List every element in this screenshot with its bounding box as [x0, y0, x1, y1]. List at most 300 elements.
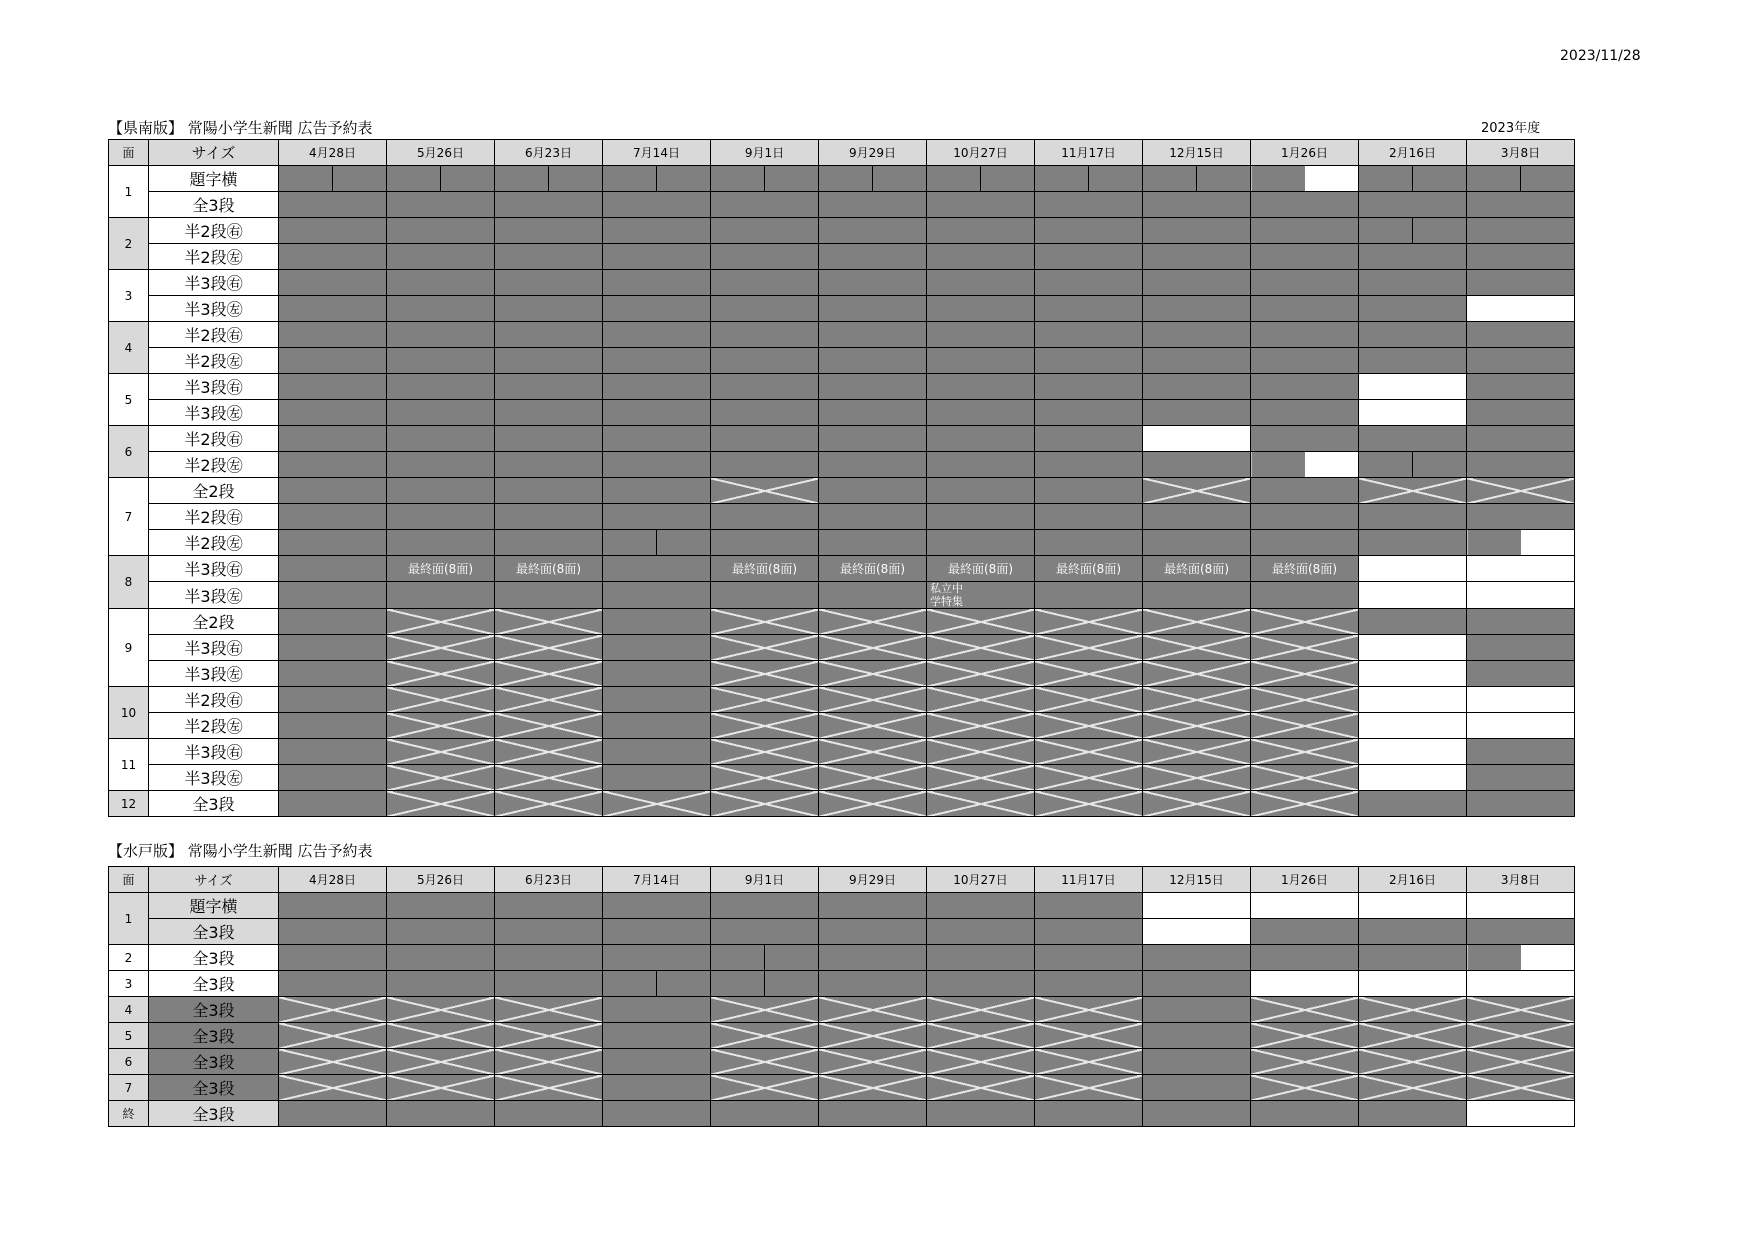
- slot-booked: [495, 374, 603, 400]
- slot-booked: [495, 971, 603, 997]
- slot-booked: [1467, 791, 1575, 817]
- page-number: 5: [109, 374, 149, 426]
- ad-size: 全3段: [149, 192, 279, 218]
- slot-booked: [279, 971, 387, 997]
- slot-unavailable: [495, 713, 603, 739]
- slot-booked: [711, 244, 819, 270]
- ad-size: 半2段㊧: [149, 713, 279, 739]
- slot-unavailable: [1251, 609, 1359, 635]
- slot-booked-split: [819, 166, 927, 192]
- slot-booked: [711, 374, 819, 400]
- slot-unavailable: [1251, 997, 1359, 1023]
- slot-unavailable: [711, 661, 819, 687]
- page-number: 6: [109, 426, 149, 478]
- slot-booked: [1467, 192, 1575, 218]
- slot-unavailable: [1251, 1075, 1359, 1101]
- slot-booked: [819, 452, 927, 478]
- page-number: 8: [109, 556, 149, 609]
- slot-booked: [603, 1075, 711, 1101]
- slot-booked: [1359, 244, 1467, 270]
- slot-booked: [603, 739, 711, 765]
- slot-booked: [1467, 218, 1575, 244]
- schedule-row: [109, 971, 1575, 997]
- slot-unavailable: [927, 739, 1035, 765]
- slot-unavailable: [1359, 1075, 1467, 1101]
- header-date: 5月26日: [387, 140, 495, 166]
- ad-size: 全2段: [149, 609, 279, 635]
- slot-booked: [1251, 296, 1359, 322]
- slot-booked: [1359, 426, 1467, 452]
- slot-booked: [1143, 1049, 1251, 1075]
- slot-booked: [387, 218, 495, 244]
- schedule-row: [109, 166, 1575, 192]
- slot-booked: [279, 374, 387, 400]
- slot-unavailable: [711, 765, 819, 791]
- page-number: 1: [109, 893, 149, 945]
- slot-booked: [819, 478, 927, 504]
- slot-available: [1359, 400, 1467, 426]
- slot-available: [1467, 713, 1575, 739]
- slot-booked: [711, 582, 819, 609]
- slot-unavailable: [711, 1023, 819, 1049]
- slot-booked: [1359, 322, 1467, 348]
- slot-booked: [927, 374, 1035, 400]
- slot-note-last-page: 最終面(8面): [711, 556, 819, 582]
- slot-unavailable: [1467, 1075, 1575, 1101]
- slot-booked: [1035, 218, 1143, 244]
- slot-booked: [279, 1101, 387, 1127]
- slot-unavailable: [927, 1075, 1035, 1101]
- slot-booked: [927, 296, 1035, 322]
- slot-booked: [927, 504, 1035, 530]
- schedule-row: [109, 1049, 1575, 1075]
- slot-unavailable: [387, 1075, 495, 1101]
- slot-booked: [927, 945, 1035, 971]
- slot-available: [1467, 1101, 1575, 1127]
- slot-unavailable: [1359, 1023, 1467, 1049]
- slot-booked-split: [1359, 452, 1467, 478]
- slot-booked: [1359, 296, 1467, 322]
- schedule-row: [109, 661, 1575, 687]
- slot-booked: [495, 270, 603, 296]
- slot-booked: [603, 1049, 711, 1075]
- slot-booked: [495, 400, 603, 426]
- slot-booked: [1251, 530, 1359, 556]
- slot-booked: [1035, 400, 1143, 426]
- slot-booked: [495, 322, 603, 348]
- slot-booked: [603, 192, 711, 218]
- slot-booked: [1035, 1101, 1143, 1127]
- ad-size: 全3段: [149, 1023, 279, 1049]
- slot-booked: [1467, 504, 1575, 530]
- ad-size: 半3段㊧: [149, 400, 279, 426]
- slot-booked: [711, 192, 819, 218]
- slot-booked: [387, 400, 495, 426]
- slot-booked: [1143, 530, 1251, 556]
- slot-unavailable: [1467, 997, 1575, 1023]
- slot-booked: [1035, 270, 1143, 296]
- slot-available: [1359, 765, 1467, 791]
- header-date: 11月17日: [1035, 140, 1143, 166]
- slot-booked: [819, 322, 927, 348]
- slot-available: [1467, 582, 1575, 609]
- slot-unavailable: [387, 661, 495, 687]
- slot-unavailable: [927, 687, 1035, 713]
- slot-booked: [1035, 244, 1143, 270]
- page-number: 7: [109, 478, 149, 556]
- slot-booked: [603, 348, 711, 374]
- slot-unavailable: [1251, 687, 1359, 713]
- slot-booked: [495, 452, 603, 478]
- header-date: 3月8日: [1467, 867, 1575, 893]
- slot-unavailable: [1143, 478, 1251, 504]
- slot-booked: [495, 426, 603, 452]
- schedule-row: [109, 713, 1575, 739]
- header-date: 5月26日: [387, 867, 495, 893]
- slot-available: [1359, 893, 1467, 919]
- slot-available: [1359, 582, 1467, 609]
- slot-booked: [1143, 971, 1251, 997]
- slot-booked: [387, 426, 495, 452]
- slot-booked: [495, 893, 603, 919]
- ad-size: 全3段: [149, 1101, 279, 1127]
- slot-unavailable: [819, 791, 927, 817]
- slot-booked: [1359, 1101, 1467, 1127]
- slot-booked-split: [711, 971, 819, 997]
- ad-size: 半2段㊨: [149, 426, 279, 452]
- slot-unavailable: [927, 661, 1035, 687]
- slot-unavailable: [1035, 609, 1143, 635]
- slot-unavailable: [279, 1049, 387, 1075]
- slot-booked: [603, 556, 711, 582]
- schedule-row: [109, 530, 1575, 556]
- slot-booked: [711, 893, 819, 919]
- ad-size: 全3段: [149, 1049, 279, 1075]
- slot-unavailable: [387, 765, 495, 791]
- slot-booked: [1143, 218, 1251, 244]
- slot-unavailable: [495, 791, 603, 817]
- slot-available: [1467, 971, 1575, 997]
- slot-booked: [1035, 893, 1143, 919]
- slot-booked: [279, 713, 387, 739]
- slot-booked: [603, 609, 711, 635]
- slot-unavailable: [387, 997, 495, 1023]
- slot-unavailable: [1467, 1023, 1575, 1049]
- schedule-row: [109, 1075, 1575, 1101]
- slot-booked: [279, 192, 387, 218]
- ad-size: 全2段: [149, 478, 279, 504]
- slot-unavailable: [495, 609, 603, 635]
- schedule-row: [109, 192, 1575, 218]
- slot-available: [1467, 556, 1575, 582]
- slot-booked: [1035, 919, 1143, 945]
- slot-available: [1143, 893, 1251, 919]
- slot-booked-split: [603, 166, 711, 192]
- schedule-row: [109, 322, 1575, 348]
- ad-size: 半3段㊨: [149, 374, 279, 400]
- schedule-row: [109, 244, 1575, 270]
- header-date: 9月29日: [819, 140, 927, 166]
- slot-booked: [1035, 426, 1143, 452]
- slot-booked: [711, 218, 819, 244]
- slot-booked: [603, 687, 711, 713]
- slot-booked: [387, 945, 495, 971]
- slot-booked: [1251, 374, 1359, 400]
- slot-booked: [819, 270, 927, 296]
- slot-booked: [279, 244, 387, 270]
- slot-booked: [1251, 1101, 1359, 1127]
- slot-booked: [1143, 1101, 1251, 1127]
- schedule-row: [109, 791, 1575, 817]
- slot-booked: [1143, 1075, 1251, 1101]
- slot-unavailable: [1251, 765, 1359, 791]
- slot-unavailable: [603, 791, 711, 817]
- slot-booked: [927, 919, 1035, 945]
- header-date: 3月8日: [1467, 140, 1575, 166]
- slot-booked: [279, 530, 387, 556]
- slot-booked: [279, 635, 387, 661]
- slot-booked: [927, 322, 1035, 348]
- page-number: 5: [109, 1023, 149, 1049]
- slot-booked: [1251, 218, 1359, 244]
- table1-title: 【県南版】 常陽小学生新聞 広告予約表: [108, 119, 373, 137]
- slot-partial: [1467, 530, 1575, 556]
- slot-booked: [927, 478, 1035, 504]
- slot-booked: [603, 713, 711, 739]
- slot-booked: [927, 218, 1035, 244]
- slot-booked-split: [603, 971, 711, 997]
- slot-booked: [1143, 504, 1251, 530]
- slot-booked: [1359, 504, 1467, 530]
- slot-booked: [1143, 348, 1251, 374]
- slot-unavailable: [1143, 687, 1251, 713]
- slot-booked: [495, 296, 603, 322]
- slot-unavailable: [1035, 1075, 1143, 1101]
- slot-booked: [1467, 765, 1575, 791]
- schedule-row: [109, 556, 1575, 582]
- slot-booked: [927, 270, 1035, 296]
- header-size: サイズ: [149, 867, 279, 893]
- slot-booked-split: [927, 166, 1035, 192]
- slot-booked: [387, 374, 495, 400]
- slot-note-last-page: 最終面(8面): [819, 556, 927, 582]
- slot-booked: [1467, 374, 1575, 400]
- slot-booked: [927, 971, 1035, 997]
- slot-booked: [603, 374, 711, 400]
- slot-unavailable: [927, 635, 1035, 661]
- slot-booked: [495, 945, 603, 971]
- slot-unavailable: [1143, 739, 1251, 765]
- slot-booked: [927, 192, 1035, 218]
- slot-booked: [603, 661, 711, 687]
- kennan-schedule-table: [108, 139, 1575, 817]
- slot-booked: [603, 426, 711, 452]
- slot-booked: [387, 322, 495, 348]
- header-date: 9月1日: [711, 140, 819, 166]
- slot-booked: [1251, 192, 1359, 218]
- slot-booked: [1359, 530, 1467, 556]
- slot-unavailable: [927, 791, 1035, 817]
- slot-unavailable: [495, 1075, 603, 1101]
- slot-booked: [1467, 322, 1575, 348]
- slot-booked: [1251, 582, 1359, 609]
- slot-booked: [603, 765, 711, 791]
- header-date: 2月16日: [1359, 867, 1467, 893]
- ad-size: 半2段㊨: [149, 218, 279, 244]
- slot-booked: [603, 218, 711, 244]
- slot-booked: [819, 582, 927, 609]
- slot-unavailable: [819, 1049, 927, 1075]
- slot-unavailable: [711, 713, 819, 739]
- slot-booked: [1359, 945, 1467, 971]
- slot-unavailable: [711, 609, 819, 635]
- slot-booked: [1143, 192, 1251, 218]
- header-date: 9月1日: [711, 867, 819, 893]
- slot-booked: [387, 971, 495, 997]
- slot-booked: [819, 1101, 927, 1127]
- page-number: 12: [109, 791, 149, 817]
- header-date: 1月26日: [1251, 140, 1359, 166]
- slot-unavailable: [279, 997, 387, 1023]
- slot-booked: [819, 945, 927, 971]
- slot-booked: [495, 1101, 603, 1127]
- slot-booked: [279, 582, 387, 609]
- schedule-row: [109, 400, 1575, 426]
- page-number: 9: [109, 609, 149, 687]
- slot-unavailable: [711, 739, 819, 765]
- slot-available: [1467, 687, 1575, 713]
- slot-available: [1467, 296, 1575, 322]
- schedule-row: [109, 426, 1575, 452]
- slot-booked-split: [387, 166, 495, 192]
- slot-unavailable: [495, 635, 603, 661]
- slot-booked: [603, 893, 711, 919]
- ad-size: 半3段㊧: [149, 765, 279, 791]
- slot-booked: [711, 919, 819, 945]
- slot-unavailable: [819, 765, 927, 791]
- slot-booked: [927, 348, 1035, 374]
- slot-unavailable: [1143, 765, 1251, 791]
- slot-booked-split: [1467, 166, 1575, 192]
- slot-unavailable: [1251, 791, 1359, 817]
- slot-booked: [819, 374, 927, 400]
- schedule-row: [109, 348, 1575, 374]
- slot-booked: [819, 971, 927, 997]
- slot-available: [1251, 893, 1359, 919]
- ad-size: 題字横: [149, 893, 279, 919]
- schedule-row: [109, 374, 1575, 400]
- slot-booked: [711, 504, 819, 530]
- slot-booked: [387, 244, 495, 270]
- slot-booked: [603, 322, 711, 348]
- slot-unavailable: [819, 609, 927, 635]
- slot-unavailable: [819, 1023, 927, 1049]
- schedule-row: [109, 582, 1575, 609]
- slot-booked: [387, 893, 495, 919]
- slot-booked: [1467, 270, 1575, 296]
- slot-booked: [1467, 348, 1575, 374]
- slot-available: [1359, 971, 1467, 997]
- ad-size: 全3段: [149, 1075, 279, 1101]
- header-date: 6月23日: [495, 867, 603, 893]
- slot-booked: [1359, 270, 1467, 296]
- slot-booked: [819, 348, 927, 374]
- slot-booked: [387, 478, 495, 504]
- slot-unavailable: [819, 687, 927, 713]
- schedule-row: [109, 765, 1575, 791]
- slot-booked: [279, 945, 387, 971]
- slot-unavailable: [711, 1075, 819, 1101]
- slot-booked: [279, 765, 387, 791]
- slot-unavailable: [1359, 478, 1467, 504]
- slot-booked: [1359, 609, 1467, 635]
- schedule-row: [109, 478, 1575, 504]
- page-number: 1: [109, 166, 149, 218]
- slot-available: [1359, 635, 1467, 661]
- slot-unavailable: [927, 1023, 1035, 1049]
- slot-booked: [1035, 478, 1143, 504]
- slot-booked: [1467, 452, 1575, 478]
- slot-booked: [1143, 452, 1251, 478]
- slot-booked: [279, 478, 387, 504]
- slot-unavailable: [495, 687, 603, 713]
- slot-booked: [1143, 374, 1251, 400]
- slot-unavailable: [711, 635, 819, 661]
- slot-booked: [1143, 270, 1251, 296]
- slot-available: [1143, 919, 1251, 945]
- slot-booked: [1035, 504, 1143, 530]
- slot-booked: [387, 192, 495, 218]
- slot-note-last-page: 最終面(8面): [387, 556, 495, 582]
- slot-unavailable: [1251, 739, 1359, 765]
- slot-note-last-page: 最終面(8面): [1251, 556, 1359, 582]
- slot-unavailable: [819, 739, 927, 765]
- schedule-row: [109, 1101, 1575, 1127]
- slot-partial: [1251, 452, 1359, 478]
- slot-unavailable: [1035, 791, 1143, 817]
- slot-booked: [1143, 997, 1251, 1023]
- slot-booked-split: [1143, 166, 1251, 192]
- slot-unavailable: [1467, 478, 1575, 504]
- slot-booked-split: [279, 166, 387, 192]
- slot-unavailable: [387, 1049, 495, 1075]
- slot-unavailable: [387, 739, 495, 765]
- slot-booked: [819, 426, 927, 452]
- ad-size: 題字横: [149, 166, 279, 192]
- slot-booked: [1251, 400, 1359, 426]
- slot-unavailable: [927, 765, 1035, 791]
- slot-booked: [1467, 426, 1575, 452]
- slot-booked: [603, 270, 711, 296]
- schedule-row: [109, 452, 1575, 478]
- slot-booked: [1251, 244, 1359, 270]
- page-number: 6: [109, 1049, 149, 1075]
- slot-booked: [279, 270, 387, 296]
- slot-unavailable: [819, 713, 927, 739]
- schedule-row: [109, 270, 1575, 296]
- slot-unavailable: [279, 1023, 387, 1049]
- slot-available: [1359, 374, 1467, 400]
- slot-booked: [1143, 322, 1251, 348]
- slot-note-last-page: 最終面(8面): [927, 556, 1035, 582]
- slot-unavailable: [819, 661, 927, 687]
- header-page: 面: [109, 867, 149, 893]
- slot-unavailable: [495, 1049, 603, 1075]
- slot-unavailable: [1143, 609, 1251, 635]
- ad-size: 半3段㊨: [149, 556, 279, 582]
- slot-booked: [495, 919, 603, 945]
- header-date: 12月15日: [1143, 867, 1251, 893]
